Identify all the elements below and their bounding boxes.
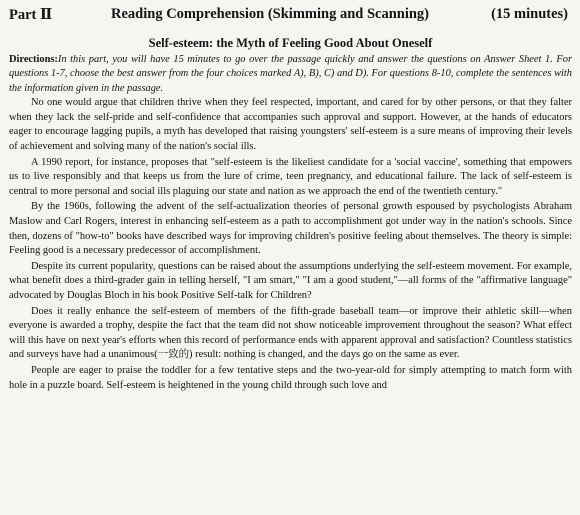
passage-title: Self-esteem: the Myth of Feeling Good About Oneself: [148, 36, 433, 50]
paragraph: Does it really enhance the self-esteem of members of the fifth-grade baseball team—or improve their athletic skill—when everyone is awarded a trophy, despite the fact that the team did not show noticeable improvement throughout the season? What effect will this have on next year's efforts when this record of performance ends with apparent approval and satisfaction? Countless statistics and surveys have had a unanimous(一致的) result: nothing is changed, and the days go on the same as ever.: [9, 305, 572, 361]
paragraph: By the 1960s, following the advent of the self-actualization theories of personal growth espoused by psychologists Abraham Maslow and Carl Rogers, interest in enhancing self-esteem as a path to accomplishment got under way in the nation's schools. Since then, dozens of "how-to" books have described ways for improving children's positive feeling about themselves. The theory is simple: Feeling good is a necessary predecessor of accomplishment.: [9, 201, 572, 257]
time-limit: (15 minutes): [491, 6, 568, 22]
section-title: Reading Comprehension (Skimming and Scanning): [111, 6, 430, 22]
directions-text: In this part, you will have 15 minutes to go over the passage quickly and answer the questions on Answer Sheet 1. For questions 1-7, choose the best answer from the four choices marked A), B), C) and D). For questions 8-10, complete the sentences with the information given in the passage.: [9, 54, 572, 94]
paragraph: No one would argue that children thrive when they feel respected, important, and cared for by other persons, or that they falter when they lack the self-pride and self-confidence that accompanies such approval and support. However, at the hands of educators eager to encourage lagging pupils, a myth has developed that raising youngsters' self-esteem is a sure means of improving their levels of achievement and solving many of the nation's social ills.: [9, 97, 572, 152]
paragraph: A 1990 report, for instance, proposes that "self-esteem is the likeliest candidate for a 'social vaccine', something that empowers us to live responsibly and that keeps us from the lure of crime, teen pregnancy, and educational failure. The lack of self-esteem is central to more personal and social ills plaguing our state and nation as we approach the end of the twentieth century.": [9, 156, 572, 197]
paragraph: Despite its current popularity, questions can be raised about the assumptions underlying the self-esteem movement. For example, what benefit does a third-grader gain in telling herself, "I am smart," "I am a good student,"—all forms of the "affirmative language" advocated by Douglas Bloch in his book Positive Self-talk for Children?: [9, 260, 572, 301]
directions-label: Directions:: [9, 54, 58, 65]
directions: [9, 53, 572, 96]
section-header: [9, 6, 572, 28]
part-label: Part Ⅱ: [9, 7, 53, 23]
paragraph: People are eager to praise the toddler for a few tentative steps and the two-year-old for simply attempting to match form with hole in a puzzle board. Self-esteem is heightened in the young child through such love and: [9, 364, 572, 391]
